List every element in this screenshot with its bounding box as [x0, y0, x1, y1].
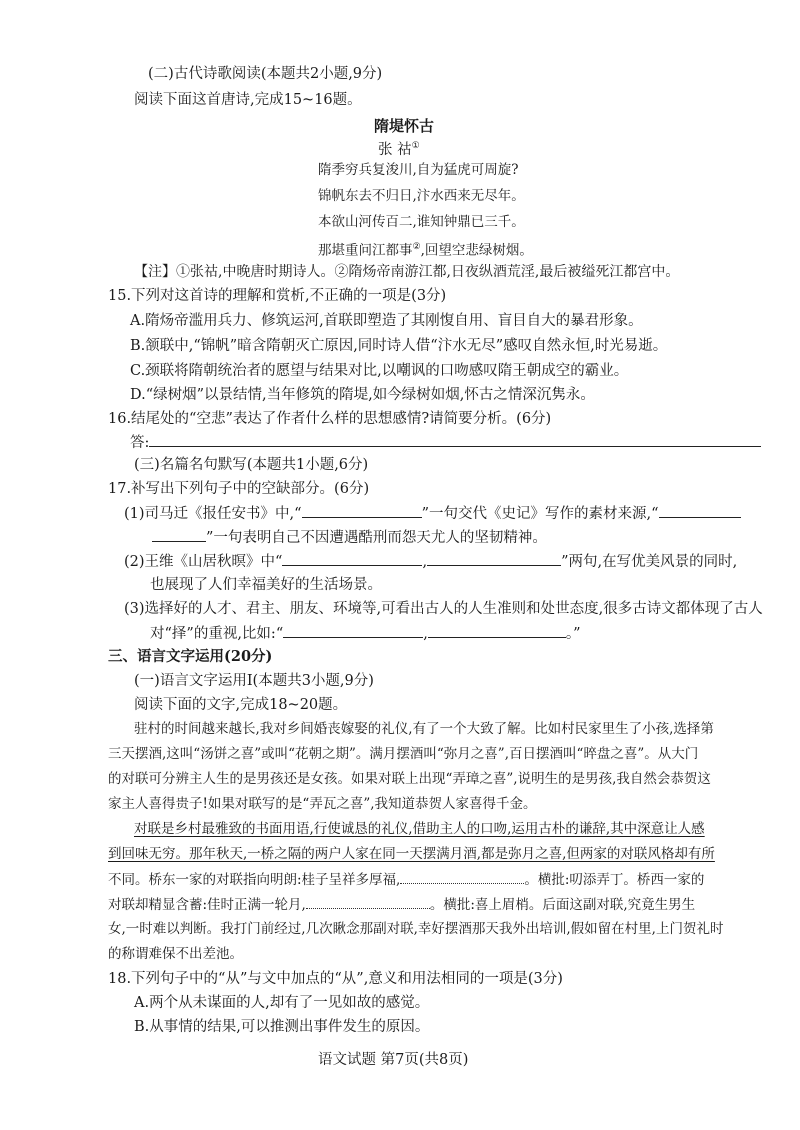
q17-item-2-line-2: 也展现了人们幸福美好的生活场景。	[150, 577, 382, 593]
passage-blank-1[interactable]	[400, 869, 524, 884]
passage-line-7-a: 不同。桥东一家的对联指向明朗:桂子呈祥多厚福,	[108, 872, 401, 888]
poem-footnote: 【注】①张祜,中晚唐时期诗人。②隋炀帝南游江都,日夜纵酒荒淫,最后被缢死江都宫中。	[134, 264, 680, 280]
q17-item-2-text-a: (2)王维《山居秋暝》中“	[124, 554, 283, 570]
q17-item-3-text-c: ,	[423, 626, 428, 642]
section-heading-poetry: (二)古代诗歌阅读(本题共2小题,9分)	[148, 66, 383, 82]
page-footer: 语文试题 第7页(共8页)	[318, 1052, 469, 1068]
poem-line-4-b: ,回望空悲绿树烟。	[420, 242, 533, 259]
q17-blank-2b[interactable]	[152, 527, 206, 542]
passage-line-3: 的对联可分辨主人生的是男孩还是女孩。如果对联上出现“弄璋之喜”,说明生的是男孩,我自然会恭贺这	[108, 771, 711, 787]
q15-option-c: C.颈联将隋朝统治者的愿望与结果对比,以嘲讽的口吻感叹隋王朝成空的霸业。	[130, 363, 629, 379]
q17-item-2-line-1	[124, 551, 737, 572]
q17-item-2-text-b: ,	[422, 554, 428, 570]
poem-line-4	[318, 237, 533, 261]
q17-item-1-text-b: ”一句交代《史记》写作的素材来源,“	[421, 506, 659, 522]
q18-stem: 18.下列句子中的“从”与文中加点的“从”,意义和用法相同的一项是(3分)	[108, 971, 563, 987]
poem-author-name: 张 祜	[378, 141, 412, 158]
passage-line-2: 三天摆酒,这叫“汤饼之喜”或叫“花朝之期”。满月摆酒叫“弥月之喜”,百日摆酒叫“晬盘之喜”。从大门	[108, 746, 699, 762]
q17-item-1-line-2	[152, 527, 547, 548]
section-intro-poetry: 阅读下面这首唐诗,完成15~16题。	[134, 92, 362, 108]
poem-author-note: ①	[411, 141, 420, 151]
passage-line-6-underlined: 到回味无穷。那年秋天,一桥之隔的两户人家在同一天摆满月酒,都是弥月之喜,但两家的对联风格却有所	[108, 846, 715, 862]
part-heading-language: 三、语言文字运用(20分)	[108, 648, 273, 665]
passage-line-5: 对联是乡村最雅致的书面用语,行使诚恳的礼仪,借助主人的口吻,运用古朴的谦辞,其中深意让人感	[134, 821, 705, 837]
q15-option-a: A.隋炀帝滥用兵力、修筑运河,首联即塑造了其刚愎自用、盲目自大的暴君形象。	[130, 313, 643, 329]
q17-blank-3[interactable]	[282, 551, 422, 566]
q17-blank-2a[interactable]	[659, 503, 741, 518]
q17-item-1-line-1	[124, 503, 741, 524]
q17-blank-4[interactable]	[427, 551, 561, 566]
q15-stem: 15.下列对这首诗的理解和赏析,不正确的一项是(3分)	[108, 288, 447, 304]
passage-line-7-b: 。横批:叨添弄丁。桥西一家的	[524, 872, 705, 888]
poem-line-2: 锦帆东去不归日,汴水西来无尽年。	[318, 188, 525, 204]
q17-blank-6[interactable]	[428, 623, 566, 638]
q17-item-2-text-c: ”两句,在写优美风景的同时,	[561, 554, 738, 570]
passage-line-6	[108, 844, 715, 864]
q15-option-b: B.颔联中,“锦帆”暗含隋朝灭亡原因,同时诗人借“汴水无尽”感叹自然永恒,时光易逝。	[130, 338, 668, 354]
poem-line-4-note: ②	[412, 242, 421, 252]
poem-line-1: 隋季穷兵复浚川,自为猛虎可周旋?	[318, 162, 519, 178]
section-heading-language-1: (一)语言文字运用Ⅰ(本题共3小题,9分)	[134, 673, 374, 689]
q17-item-3-text-b: 对“择”的重视,比如:“	[150, 626, 284, 642]
passage-line-10: 的称谓难保不出差池。	[108, 946, 243, 962]
q17-blank-1[interactable]	[302, 503, 422, 518]
poem-title: 隋堤怀古	[374, 117, 435, 135]
q17-item-1-text-a: (1)司马迁《报任安书》中,“	[124, 506, 302, 522]
q17-blank-5[interactable]	[283, 623, 423, 638]
q17-item-1-text-c: ”一句表明自己不因遭遇酷刑而怨天尤人的坚韧精神。	[206, 530, 547, 546]
passage-line-1: 驻村的时间越来越长,我对乡间婚丧嫁娶的礼仪,有了一个大致了解。比如村民家里生了小孩,选择第	[134, 721, 714, 737]
q17-item-3-line-1: (3)选择好的人才、君主、朋友、环境等,可看出古人的人生准则和处世态度,很多古诗文都体现了古人	[124, 601, 763, 617]
q17-item-3-text-d: 。”	[565, 626, 581, 642]
section-intro-language: 阅读下面的文字,完成18~20题。	[134, 697, 348, 713]
q15-option-d: D.“绿树烟”以景结情,当年修筑的隋堤,如今绿树如烟,怀古之情深沉隽永。	[130, 387, 595, 403]
passage-line-4: 家主人喜得贵子!如果对联写的是“弄瓦之喜”,我知道恭贺人家喜得千金。	[108, 796, 537, 812]
q16-answer-blank[interactable]	[149, 432, 761, 447]
q16-stem: 16.结尾处的“空悲”表达了作者什么样的思想感情?请简要分析。(6分)	[108, 411, 552, 427]
passage-blank-2[interactable]	[306, 894, 430, 909]
q18-option-b: B.从事情的结果,可以推测出事件发生的原因。	[134, 1019, 430, 1035]
q16-answer-label: 答:	[130, 435, 150, 451]
passage-line-8-b: 。横批:喜上眉梢。后面这副对联,究竟生男生	[429, 897, 696, 913]
q16-answer	[130, 432, 761, 453]
passage-line-8-a: 对联却精显含蓄:佳时正满一轮月,	[108, 897, 306, 913]
passage-line-9: 女,一时难以判断。我打门前经过,几次瞅念那副对联,幸好摆酒那天我外出培训,假如留在村里,上门贺礼时	[108, 921, 724, 937]
q18-option-a: A.两个从未谋面的人,却有了一见如故的感觉。	[134, 995, 430, 1011]
q17-stem: 17.补写出下列句子中的空缺部分。(6分)	[108, 481, 370, 497]
passage-line-7	[108, 869, 704, 890]
poem-line-3: 本欲山河传百二,谁知钟鼎已三千。	[318, 214, 525, 230]
poem-author	[378, 136, 420, 160]
section-heading-recitation: (三)名篇名句默写(本题共1小题,6分)	[134, 457, 369, 473]
passage-line-8	[108, 894, 695, 915]
poem-line-4-a: 那堪重问江都事	[318, 242, 413, 259]
q17-item-3-line-2	[150, 623, 581, 644]
